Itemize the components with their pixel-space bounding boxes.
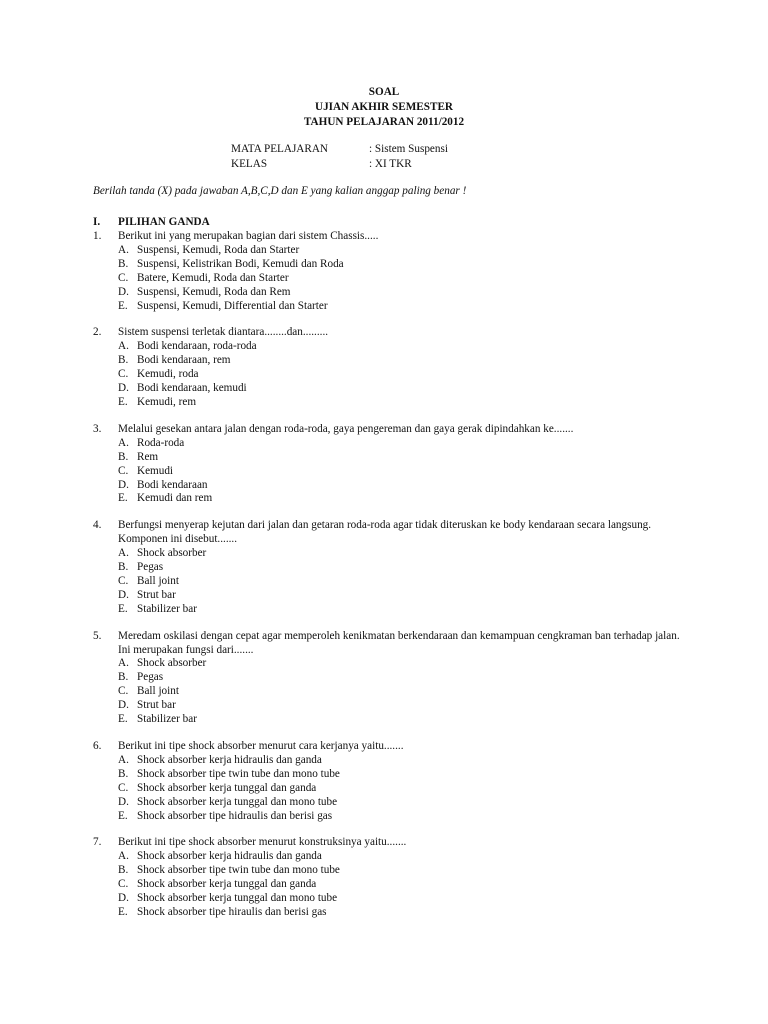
header-title: SOAL bbox=[368, 86, 400, 98]
answer-option bbox=[93, 864, 693, 878]
question-list bbox=[93, 230, 693, 933]
question-text: Berikut ini tipe shock absorber menurut konstruksinya yaitu....... bbox=[118, 836, 407, 849]
option-letter: A. bbox=[118, 753, 129, 766]
option-text: Stabilizer bar bbox=[137, 713, 197, 726]
answer-option bbox=[93, 368, 693, 382]
option-text: Bodi kendaraan, rem bbox=[137, 354, 231, 367]
answer-option bbox=[93, 796, 693, 810]
answer-option bbox=[93, 906, 693, 920]
option-text: Shock absorber tipe twin tube dan mono tube bbox=[137, 767, 340, 780]
answer-option bbox=[93, 286, 693, 300]
option-text: Kemudi dan rem bbox=[137, 492, 213, 505]
question-item bbox=[93, 740, 693, 823]
option-letter: B. bbox=[118, 671, 129, 684]
exam-header bbox=[0, 85, 768, 130]
answer-option bbox=[93, 713, 693, 727]
option-letter: C. bbox=[118, 685, 129, 698]
option-text: Shock absorber tipe hiraulis dan berisi gas bbox=[137, 905, 327, 918]
question-text: Berfungsi menyerap kejutan dari jalan dan getaran roda-roda agar tidak diteruskan ke body kendaraan secara langsung. Komponen ini disebut....... bbox=[118, 519, 652, 546]
question-number: 2. bbox=[93, 326, 102, 339]
answer-option bbox=[93, 561, 693, 575]
answer-option bbox=[93, 768, 693, 782]
option-text: Shock absorber kerja tunggal dan mono tube bbox=[137, 892, 338, 905]
answer-option bbox=[93, 244, 693, 258]
option-letter: E. bbox=[118, 299, 128, 312]
option-text: Shock absorber kerja hidraulis dan ganda bbox=[137, 753, 322, 766]
class-row bbox=[231, 157, 448, 172]
option-letter: A. bbox=[118, 850, 129, 863]
question-stem bbox=[93, 230, 693, 244]
question-text: Sistem suspensi terletak diantara........dan......... bbox=[118, 326, 329, 339]
option-text: Suspensi, Kemudi, Differential dan Starter bbox=[137, 299, 328, 312]
question-number: 3. bbox=[93, 422, 102, 435]
option-letter: D. bbox=[118, 382, 129, 395]
section-heading bbox=[93, 216, 210, 230]
answer-option bbox=[93, 479, 693, 493]
option-text: Suspensi, Kelistrikan Bodi, Kemudi dan Roda bbox=[137, 257, 344, 270]
option-text: Shock absorber kerja tunggal dan ganda bbox=[137, 878, 317, 891]
question-item bbox=[93, 423, 693, 506]
option-letter: E. bbox=[118, 713, 128, 726]
answer-option bbox=[93, 465, 693, 479]
option-letter: B. bbox=[118, 767, 129, 780]
section-title: PILIHAN GANDA bbox=[118, 216, 210, 228]
option-text: Shock absorber kerja tunggal dan mono tube bbox=[137, 795, 338, 808]
answer-option bbox=[93, 575, 693, 589]
option-letter: D. bbox=[118, 285, 129, 298]
answer-option bbox=[93, 272, 693, 286]
option-text: Shock absorber bbox=[137, 547, 207, 560]
answer-option bbox=[93, 603, 693, 617]
option-letter: B. bbox=[118, 354, 129, 367]
option-letter: C. bbox=[118, 271, 129, 284]
question-number: 7. bbox=[93, 836, 102, 849]
header-year: TAHUN PELAJARAN 2011/2012 bbox=[303, 116, 465, 128]
class-value: : XI TKR bbox=[369, 158, 412, 170]
answer-option bbox=[93, 892, 693, 906]
option-letter: B. bbox=[118, 450, 129, 463]
answer-option bbox=[93, 396, 693, 410]
option-text: Shock absorber tipe hidraulis dan berisi gas bbox=[137, 809, 333, 822]
answer-option bbox=[93, 685, 693, 699]
option-letter: A. bbox=[118, 436, 129, 449]
option-text: Roda-roda bbox=[137, 436, 185, 449]
answer-option bbox=[93, 810, 693, 824]
answer-option bbox=[93, 258, 693, 272]
option-letter: B. bbox=[118, 257, 129, 270]
section-number: I. bbox=[93, 216, 101, 228]
answer-option bbox=[93, 340, 693, 354]
option-text: Kemudi, roda bbox=[137, 368, 199, 381]
answer-option bbox=[93, 782, 693, 796]
answer-option bbox=[93, 754, 693, 768]
exam-meta bbox=[231, 142, 448, 172]
option-letter: E. bbox=[118, 602, 128, 615]
answer-option bbox=[93, 878, 693, 892]
option-letter: C. bbox=[118, 464, 129, 477]
option-text: Shock absorber kerja hidraulis dan ganda bbox=[137, 850, 322, 863]
question-number: 4. bbox=[93, 519, 102, 532]
answer-option bbox=[93, 492, 693, 506]
class-label: KELAS bbox=[231, 158, 268, 170]
option-text: Shock absorber tipe twin tube dan mono tube bbox=[137, 864, 340, 877]
question-text: Berikut ini yang merupakan bagian dari sistem Chassis..... bbox=[118, 230, 379, 242]
option-text: Ball joint bbox=[137, 574, 179, 587]
option-letter: A. bbox=[118, 547, 129, 560]
answer-option bbox=[93, 382, 693, 396]
option-text: Bodi kendaraan, roda-roda bbox=[137, 340, 257, 353]
question-item bbox=[93, 230, 693, 313]
subject-value: : Sistem Suspensi bbox=[369, 143, 448, 155]
option-text: Kemudi, rem bbox=[137, 395, 197, 408]
option-text: Suspensi, Kemudi, Roda dan Starter bbox=[137, 243, 300, 256]
answer-option bbox=[93, 657, 693, 671]
option-text: Shock absorber kerja tunggal dan ganda bbox=[137, 781, 317, 794]
question-stem bbox=[93, 519, 693, 547]
option-letter: E. bbox=[118, 492, 128, 505]
question-item bbox=[93, 836, 693, 919]
option-text: Pegas bbox=[137, 671, 164, 684]
question-stem bbox=[93, 326, 693, 340]
option-text: Ball joint bbox=[137, 685, 179, 698]
subject-row bbox=[231, 142, 448, 157]
option-letter: D. bbox=[118, 892, 129, 905]
subject-label: MATA PELAJARAN bbox=[231, 143, 329, 155]
question-stem bbox=[93, 423, 693, 437]
option-letter: D. bbox=[118, 588, 129, 601]
option-letter: D. bbox=[118, 795, 129, 808]
option-text: Kemudi bbox=[137, 464, 174, 477]
option-letter: E. bbox=[118, 905, 128, 918]
option-text: Batere, Kemudi, Roda dan Starter bbox=[137, 271, 289, 284]
option-text: Bodi kendaraan, kemudi bbox=[137, 382, 247, 395]
answer-option bbox=[93, 354, 693, 368]
option-text: Suspensi, Kemudi, Roda dan Rem bbox=[137, 285, 291, 298]
answer-option bbox=[93, 671, 693, 685]
answer-option bbox=[93, 850, 693, 864]
option-letter: C. bbox=[118, 781, 129, 794]
question-text: Melalui gesekan antara jalan dengan roda-roda, gaya pengereman dan gaya gerak dipindahkan ke....... bbox=[118, 422, 574, 435]
answer-option bbox=[93, 547, 693, 561]
option-letter: D. bbox=[118, 478, 129, 491]
question-text: Berikut ini tipe shock absorber menurut cara kerjanya yaitu....... bbox=[118, 740, 404, 752]
question-item bbox=[93, 326, 693, 409]
question-stem bbox=[93, 630, 693, 658]
question-item bbox=[93, 630, 693, 727]
question-stem bbox=[93, 836, 693, 850]
question-text: Meredam oskilasi dengan cepat agar memperoleh kenikmatan berkendaraan dan kemampuan cengkraman ban terhadap jalan. Ini merupakan fungsi dari....... bbox=[118, 629, 680, 656]
option-text: Bodi kendaraan bbox=[137, 478, 208, 491]
question-number: 5. bbox=[93, 629, 102, 642]
question-item bbox=[93, 519, 693, 616]
option-letter: B. bbox=[118, 864, 129, 877]
question-number: 1. bbox=[93, 230, 102, 242]
option-text: Pegas bbox=[137, 561, 164, 574]
option-letter: B. bbox=[118, 561, 129, 574]
option-letter: E. bbox=[118, 395, 128, 408]
instruction-text: Berilah tanda (X) pada jawaban A,B,C,D dan E yang kalian anggap paling benar ! bbox=[93, 185, 467, 197]
option-text: Stabilizer bar bbox=[137, 602, 197, 615]
option-letter: D. bbox=[118, 699, 129, 712]
answer-option bbox=[93, 451, 693, 465]
option-letter: C. bbox=[118, 368, 129, 381]
option-text: Strut bar bbox=[137, 699, 176, 712]
option-letter: A. bbox=[118, 243, 129, 256]
option-text: Shock absorber bbox=[137, 657, 207, 670]
question-stem bbox=[93, 740, 693, 754]
option-letter: C. bbox=[118, 878, 129, 891]
answer-option bbox=[93, 589, 693, 603]
answer-option bbox=[93, 300, 693, 314]
option-letter: E. bbox=[118, 809, 128, 822]
answer-option bbox=[93, 699, 693, 713]
option-letter: A. bbox=[118, 340, 129, 353]
answer-option bbox=[93, 437, 693, 451]
option-letter: C. bbox=[118, 574, 129, 587]
option-text: Rem bbox=[137, 450, 159, 463]
header-subtitle: UJIAN AKHIR SEMESTER bbox=[314, 101, 453, 113]
question-number: 6. bbox=[93, 740, 102, 752]
option-letter: A. bbox=[118, 657, 129, 670]
option-text: Strut bar bbox=[137, 588, 176, 601]
